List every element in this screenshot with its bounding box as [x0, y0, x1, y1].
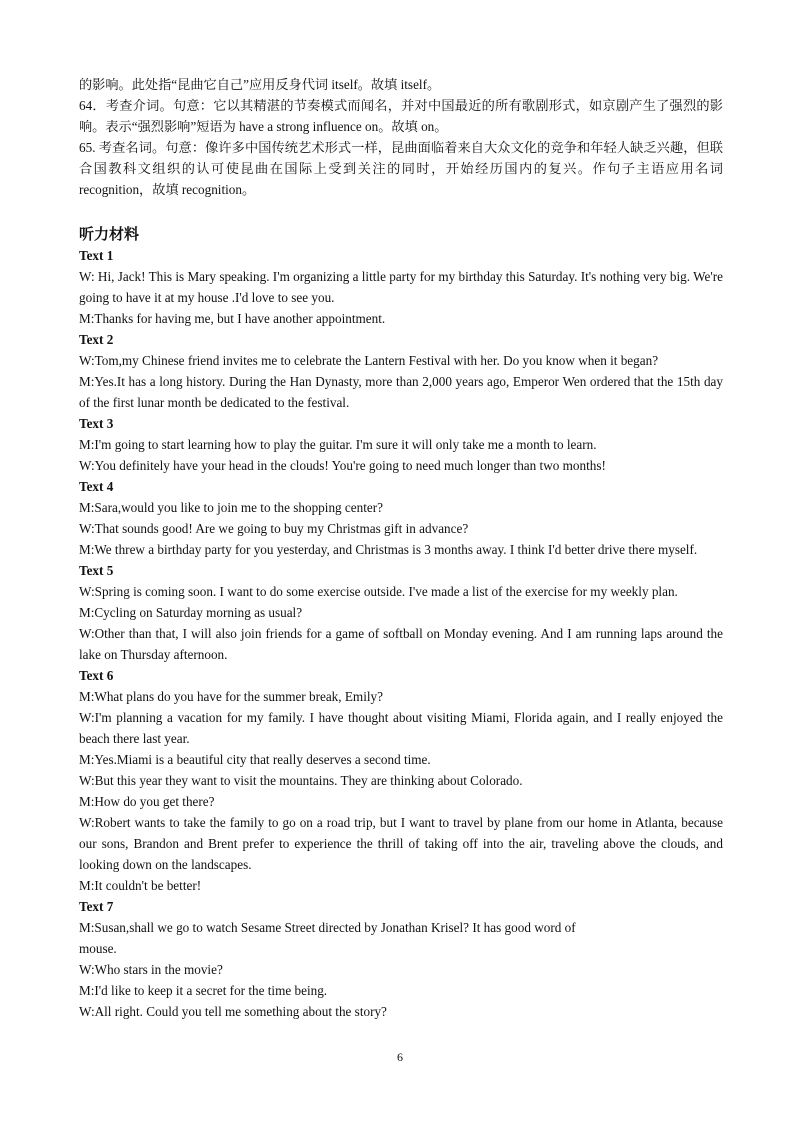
dialogue-line: M:What plans do you have for the summer break, Emily?	[79, 689, 383, 704]
dialogue-line: mouse.	[79, 941, 117, 956]
text-title: Text 4	[79, 479, 114, 494]
dialogue-line: M:We threw a birthday party for you yesterday, and Christmas is 3 months away. I think I'd better drive there myself.	[79, 542, 698, 557]
text-title: Text 5	[79, 563, 114, 578]
dialogue-line: M:I'm going to start learning how to play the guitar. I'm sure it will only take me a month to learn.	[79, 437, 597, 452]
page-content	[79, 74, 723, 1022]
text-title: Text 7	[79, 899, 114, 914]
dialogue-line: M:Thanks for having me, but I have another appointment.	[79, 311, 386, 326]
text-title: Text 2	[79, 332, 114, 347]
text-5	[79, 560, 723, 665]
answer-explanations	[79, 74, 723, 200]
page-number: 6	[397, 1050, 403, 1064]
dialogue-line: W:I'm planning a vacation for my family. I have thought about visiting Miami, Florida again, and I really enjoyed the beach there last year.	[79, 710, 723, 746]
text-7	[79, 896, 723, 1022]
text-4	[79, 476, 723, 560]
dialogue-line: W:Spring is coming soon. I want to do some exercise outside. I've made a list of the exercise for my weekly plan.	[79, 584, 678, 599]
text-title: Text 3	[79, 416, 114, 431]
dialogue-line: W:But this year they want to visit the mountains. They are thinking about Colorado.	[79, 773, 523, 788]
dialogue-line: W:You definitely have your head in the clouds! You're going to need much longer than two months!	[79, 458, 606, 473]
text-3	[79, 413, 723, 476]
answer-65: 65. 考查名词。句意：像许多中国传统艺术形式一样，昆曲面临着来自大众文化的竞争和年轻人缺乏兴趣，但联合国教科文组织的认可使昆曲在国际上受到关注的同时，开始经历国内的复兴。作句子主语应用名词 recognition，故填 recognition。	[79, 140, 723, 197]
answer-63-tail: 的影响。此处指“昆曲它自己”应用反身代词 itself。故填 itself。	[79, 77, 441, 92]
text-1	[79, 245, 723, 329]
answer-64: 64．考查介词。句意：它以其精湛的节奏模式而闻名，并对中国最近的所有歌剧形式，如京剧产生了强烈的影响。表示“强烈影响”短语为 have a strong influence on。故填 on。	[79, 98, 723, 134]
dialogue-line: M:Yes.It has a long history. During the Han Dynasty, more than 2,000 years ago, Emperor Wen ordered that the 15th day of the first lunar month be dedicated to the festival.	[79, 374, 723, 410]
dialogue-line: M:I'd like to keep it a secret for the time being.	[79, 983, 328, 998]
dialogue-line: W:Who stars in the movie?	[79, 962, 223, 977]
dialogue-line: W:Other than that, I will also join friends for a game of softball on Monday evening. And I am running laps around the lake on Thursday afternoon.	[79, 626, 723, 662]
dialogue-line: M:It couldn't be better!	[79, 878, 202, 893]
text-title: Text 1	[79, 248, 114, 263]
text-6	[79, 665, 723, 896]
text-2	[79, 329, 723, 413]
listening-transcripts	[79, 245, 723, 1022]
dialogue-line: W:That sounds good! Are we going to buy my Christmas gift in advance?	[79, 521, 469, 536]
dialogue-line: W:Tom,my Chinese friend invites me to celebrate the Lantern Festival with her. Do you know when it began?	[79, 353, 659, 368]
dialogue-line: M:Yes.Miami is a beautiful city that really deserves a second time.	[79, 752, 431, 767]
dialogue-line: M:Sara,would you like to join me to the shopping center?	[79, 500, 383, 515]
dialogue-line: W: Hi, Jack! This is Mary speaking. I'm organizing a little party for my birthday this Saturday. It's nothing very big. We're going to have it at my house .I'd love to see you.	[79, 269, 723, 305]
dialogue-line: W:All right. Could you tell me something about the story?	[79, 1004, 387, 1019]
dialogue-line: M:Susan,shall we go to watch Sesame Street directed by Jonathan Krisel? It has good word of	[79, 920, 576, 935]
dialogue-line: M:Cycling on Saturday morning as usual?	[79, 605, 303, 620]
dialogue-line: M:How do you get there?	[79, 794, 215, 809]
dialogue-line: W:Robert wants to take the family to go on a road trip, but I want to travel by plane from our home in Atlanta, because our sons, Brandon and Brent prefer to experience the thrill of taking off into the air, traveling above the clouds, and looking down on the landscapes.	[79, 815, 723, 872]
text-title: Text 6	[79, 668, 114, 683]
section-title-listening-material: 听力材料	[79, 225, 140, 243]
